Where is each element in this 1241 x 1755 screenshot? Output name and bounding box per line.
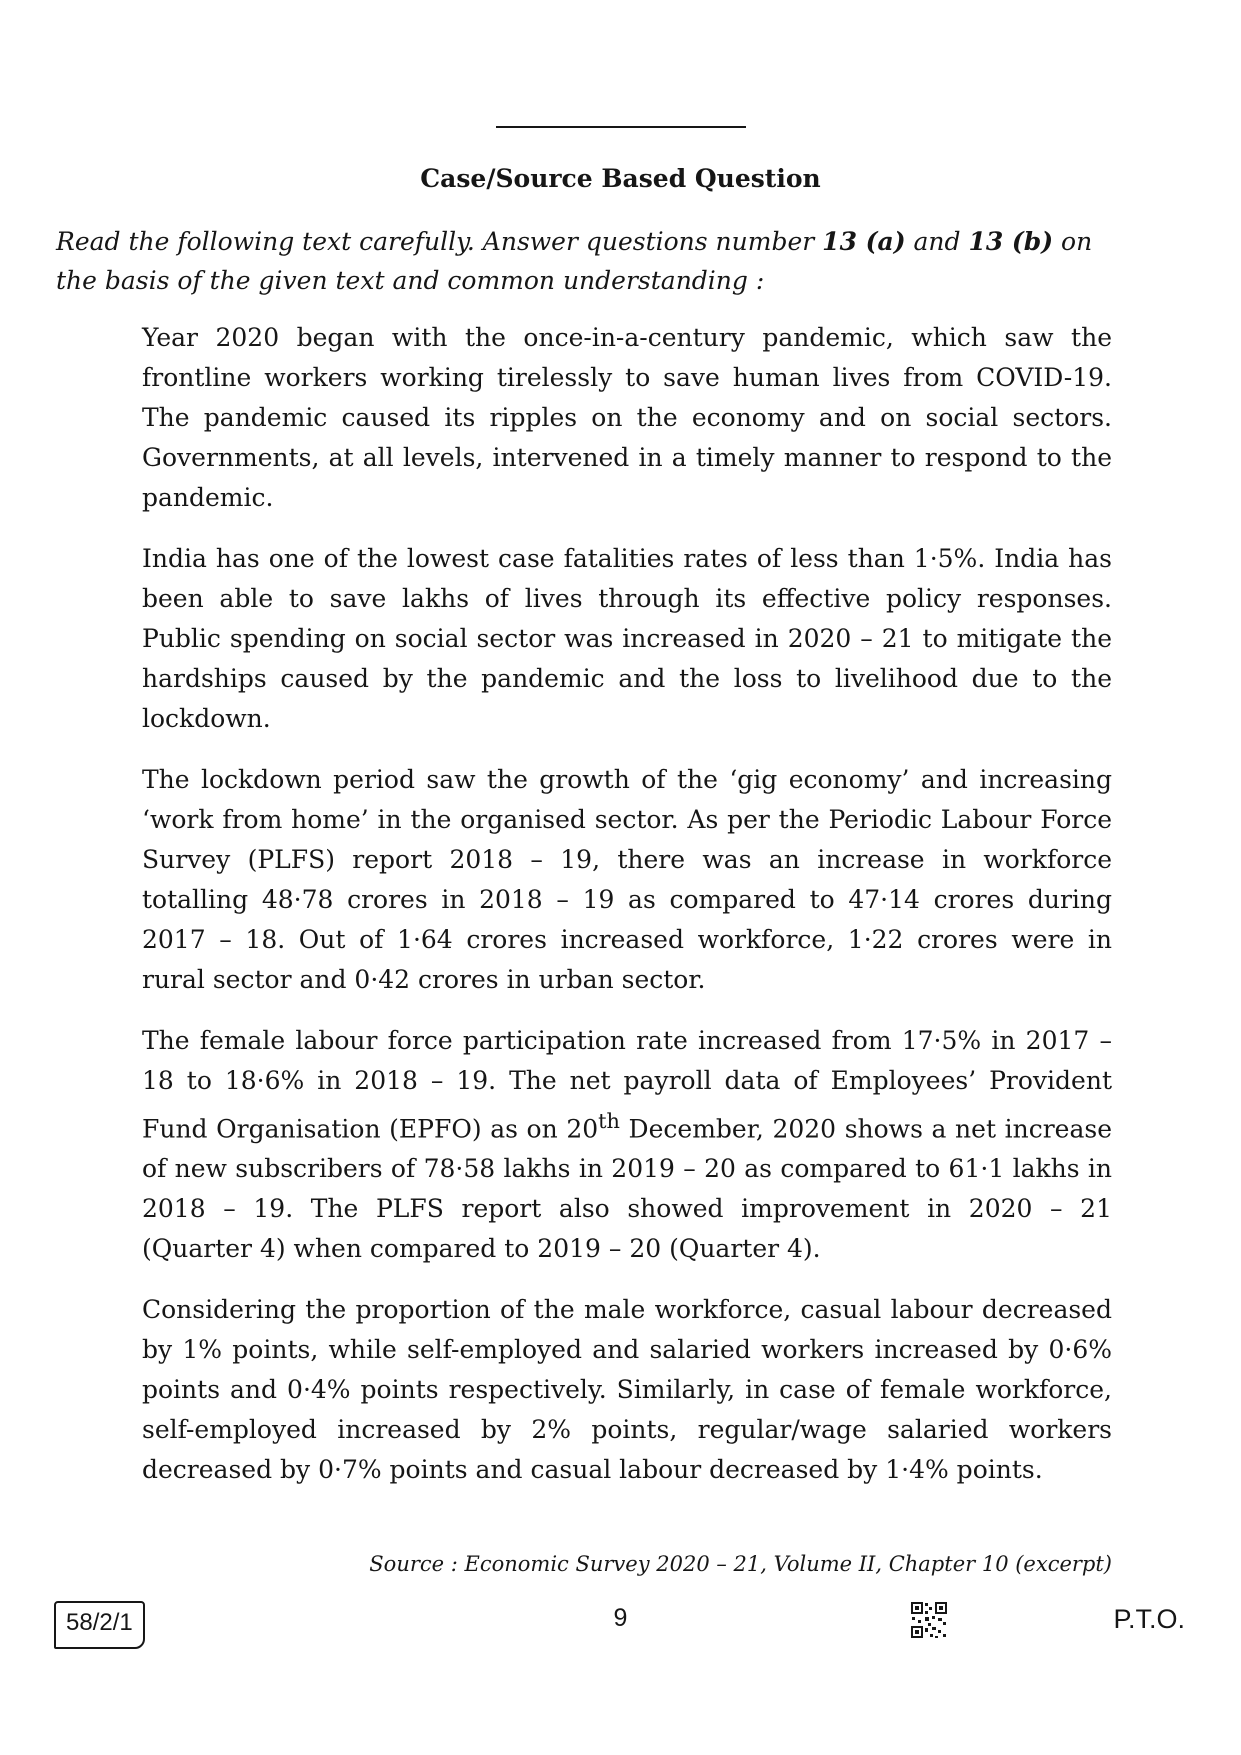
paragraph-4-text: The female labour force participation rate increased from 17·5% in 2017 – 18 to 18·6% in 2018 – 19. The net payroll data of Employees’ Provident Fund Organisation (EPFO) as on 20 [142, 1026, 1112, 1144]
passage [142, 318, 1112, 1511]
question-ref-a: 13 (a) [822, 227, 906, 256]
section-heading: Case/Source Based Question [420, 164, 821, 193]
paragraph-3: The lockdown period saw the growth of the ‘gig economy’ and increasing ‘work from home’ in the organised sector. As per the Periodic Labour Force Survey (PLFS) report 2018 – 19, there was an increase in workforce totalling 48·78 crores in 2018 – 19 as compared to 47·14 crores during 2017 – 18. Out of 1·64 crores increased workforce, 1·22 crores were in rural sector and 0·42 crores in urban sector. [142, 765, 1112, 994]
ordinal-superscript: th [598, 1109, 620, 1133]
page-number: 9 [613, 1604, 628, 1632]
please-turn-over: P.T.O. [1113, 1604, 1185, 1634]
instruction-part: Read the following text carefully. Answer questions number [56, 227, 823, 256]
paper-code: 58/2/1 [54, 1601, 145, 1649]
instruction-part: and [905, 227, 969, 256]
instruction-part: on the basis of the given text and common understanding : [56, 227, 1093, 295]
instruction-text [56, 222, 1116, 300]
paragraph-4-text-cont: December, 2020 shows a net increase of new subscribers of 78·58 lakhs in 2019 – 20 as compared to 61·1 lakhs in 2018 – 19. The PLFS report also showed improvement in 2020 – 21 (Quarter 4) when compared to 2019 – 20 (Quarter 4). [142, 1114, 1112, 1264]
qr-code-icon [910, 1601, 948, 1639]
paragraph-5: Considering the proportion of the male workforce, casual labour decreased by 1% points, while self-employed and salaried workers increased by 0·6% points and 0·4% points respectively. Similarly, in case of female workforce, self-employed increased by 2% points, regular/wage salaried workers decreased by 0·7% points and casual labour decreased by 1·4% points. [142, 1295, 1112, 1485]
source-citation: Source : Economic Survey 2020 – 21, Volume II, Chapter 10 (excerpt) [369, 1552, 1112, 1576]
top-divider [496, 126, 746, 128]
paragraph-4 [142, 1021, 1112, 1269]
question-ref-b: 13 (b) [968, 227, 1054, 256]
paragraph-2: India has one of the lowest case fatalities rates of less than 1·5%. India has been able to save lakhs of lives through its effective policy responses. Public spending on social sector was increased in 2020 – 21 to mitigate the hardships caused by the pandemic and the loss to livelihood due to the lockdown. [142, 544, 1112, 733]
paragraph-1: Year 2020 began with the once-in-a-century pandemic, which saw the frontline workers working tirelessly to save human lives from COVID-19. The pandemic caused its ripples on the economy and on social sectors. Governments, at all levels, intervened in a timely manner to respond to the pandemic. [142, 323, 1112, 512]
